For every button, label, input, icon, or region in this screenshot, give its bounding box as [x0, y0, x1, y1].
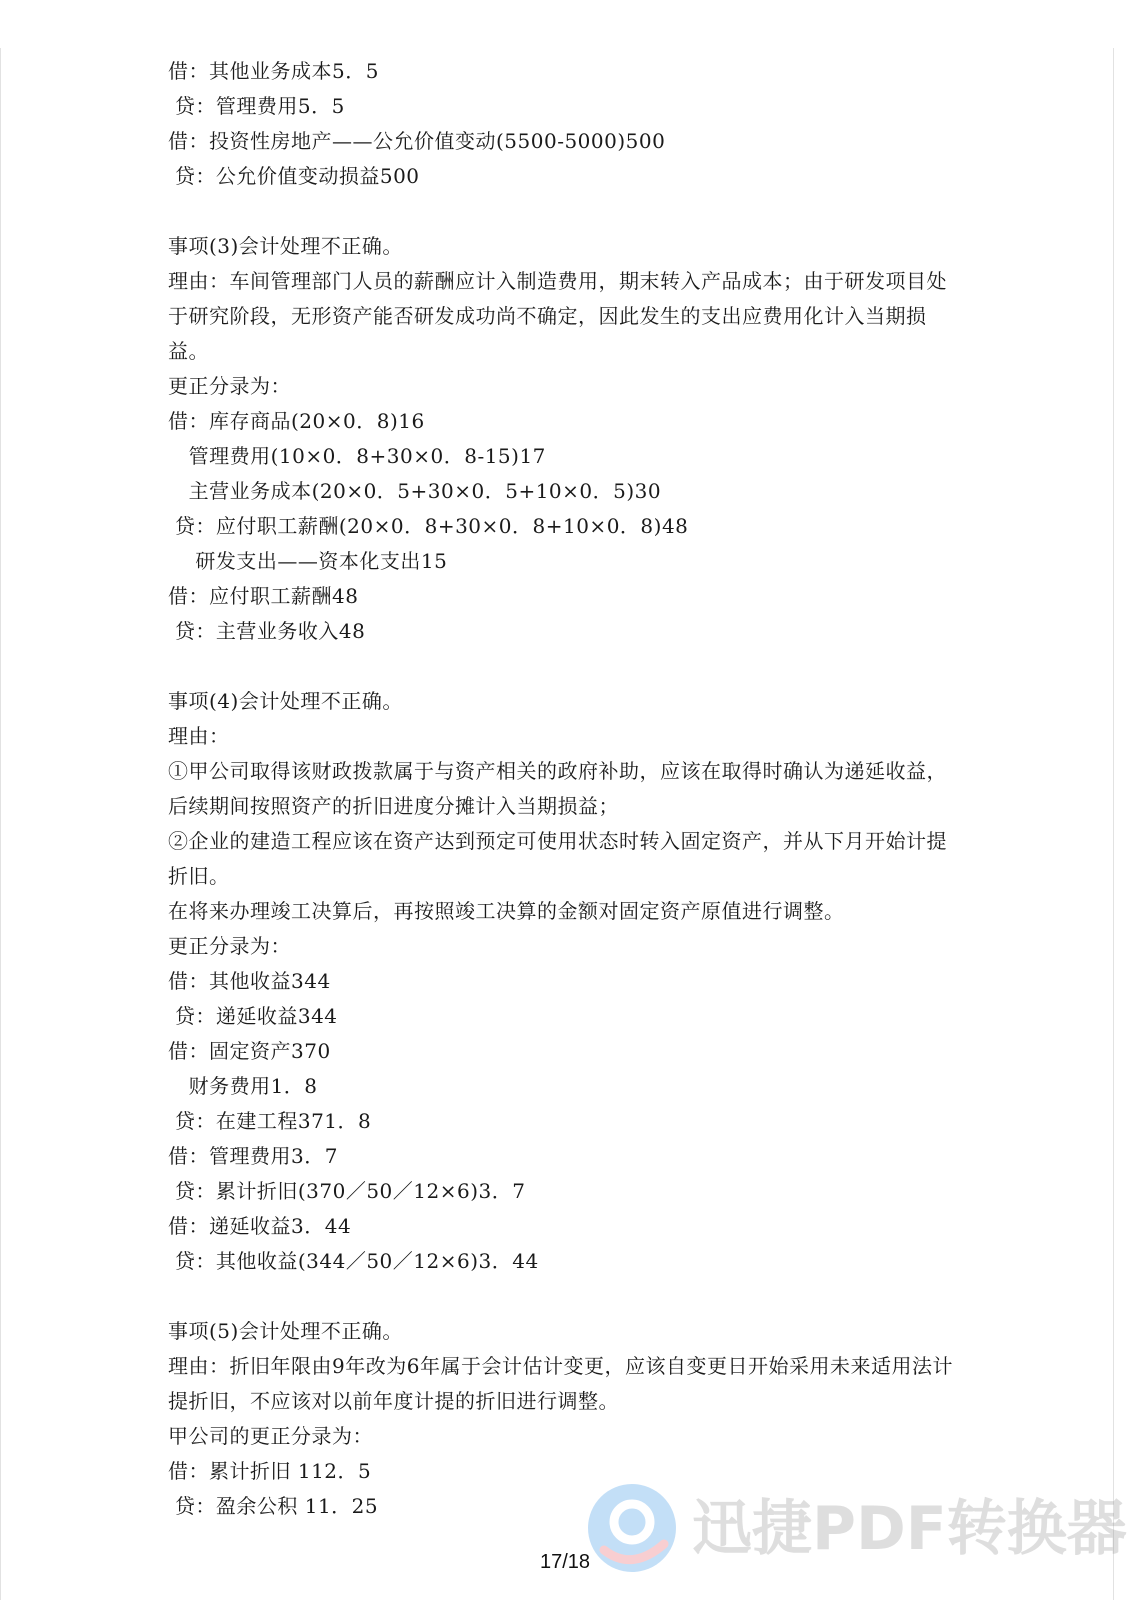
- text-line: 事项(4)会计处理不正确。: [168, 689, 403, 713]
- text-line: 借：累计折旧 112．5: [168, 1459, 372, 1483]
- text-line: 贷：管理费用5．5: [168, 94, 345, 118]
- watermark-logo-icon: [584, 1480, 680, 1576]
- text-line: 借：其他业务成本5．5: [168, 59, 379, 83]
- text-line: 贷：其他收益(344／50／12×6)3．44: [168, 1249, 539, 1273]
- watermark: [584, 1480, 1127, 1580]
- text-line: 事项(3)会计处理不正确。: [168, 234, 403, 258]
- text-line: 益。: [168, 339, 209, 363]
- text-line: 于研究阶段，无形资产能否研发成功尚不确定，因此发生的支出应费用化计入当期损: [168, 304, 927, 328]
- text-line: 财务费用1．8: [168, 1074, 318, 1098]
- text-line: 甲公司的更正分录为：: [168, 1424, 373, 1448]
- blank-line: [168, 1279, 1008, 1314]
- text-line: 折旧。: [168, 864, 230, 888]
- text-line: 主营业务成本(20×0．5+30×0．5+10×0．5)30: [168, 479, 662, 503]
- text-line: 贷：在建工程371．8: [168, 1109, 372, 1133]
- blank-line: [168, 649, 1008, 684]
- text-line: 更正分录为：: [168, 934, 291, 958]
- text-line: 后续期间按照资产的折旧进度分摊计入当期损益；: [168, 794, 619, 818]
- page-right-edge: [1113, 48, 1114, 1600]
- text-line: 贷：累计折旧(370／50／12×6)3．7: [168, 1179, 526, 1203]
- watermark-text: 迅捷PDF转换器: [692, 1494, 1127, 1564]
- text-line: 借：固定资产370: [168, 1039, 331, 1063]
- text-line: 贷：公允价值变动损益500: [168, 164, 420, 188]
- text-line: ②企业的建造工程应该在资产达到预定可使用状态时转入固定资产，并从下月开始计提: [168, 829, 947, 853]
- text-line: 借：管理费用3．7: [168, 1144, 338, 1168]
- text-line: 借：递延收益3．44: [168, 1214, 352, 1238]
- text-line: 理由：车间管理部门人员的薪酬应计入制造费用，期末转入产品成本；由于研发项目处: [168, 269, 947, 293]
- text-line: 借：其他收益344: [168, 969, 331, 993]
- text-line: 借：应付职工薪酬48: [168, 584, 359, 608]
- text-line: 贷：盈余公积 11．25: [168, 1494, 379, 1518]
- text-line: 贷：主营业务收入48: [168, 619, 366, 643]
- text-line: 提折旧，不应该对以前年度计提的折旧进行调整。: [168, 1389, 619, 1413]
- text-line: 贷：递延收益344: [168, 1004, 338, 1028]
- blank-line: [168, 194, 1008, 229]
- text-line: ①甲公司取得该财政拨款属于与资产相关的政府补助，应该在取得时确认为递延收益，: [168, 759, 947, 783]
- page-number: 17/18: [539, 1551, 591, 1573]
- text-line: 管理费用(10×0．8+30×0．8-15)17: [168, 444, 546, 468]
- text-line: 理由：: [168, 724, 230, 748]
- text-line: 借：投资性房地产——公允价值变动(5500-5000)500: [168, 129, 666, 153]
- document-body: [168, 54, 1008, 1524]
- text-line: 研发支出——资本化支出15: [168, 549, 448, 573]
- text-line: 在将来办理竣工决算后，再按照竣工决算的金额对固定资产原值进行调整。: [168, 899, 845, 923]
- page-left-edge: [0, 48, 1, 1600]
- text-line: 更正分录为：: [168, 374, 291, 398]
- text-line: 理由：折旧年限由9年改为6年属于会计估计变更，应该自变更日开始采用未来适用法计: [168, 1354, 953, 1378]
- text-line: 贷：应付职工薪酬(20×0．8+30×0．8+10×0．8)48: [168, 514, 689, 538]
- text-line: 事项(5)会计处理不正确。: [168, 1319, 403, 1343]
- text-line: 借：库存商品(20×0．8)16: [168, 409, 425, 433]
